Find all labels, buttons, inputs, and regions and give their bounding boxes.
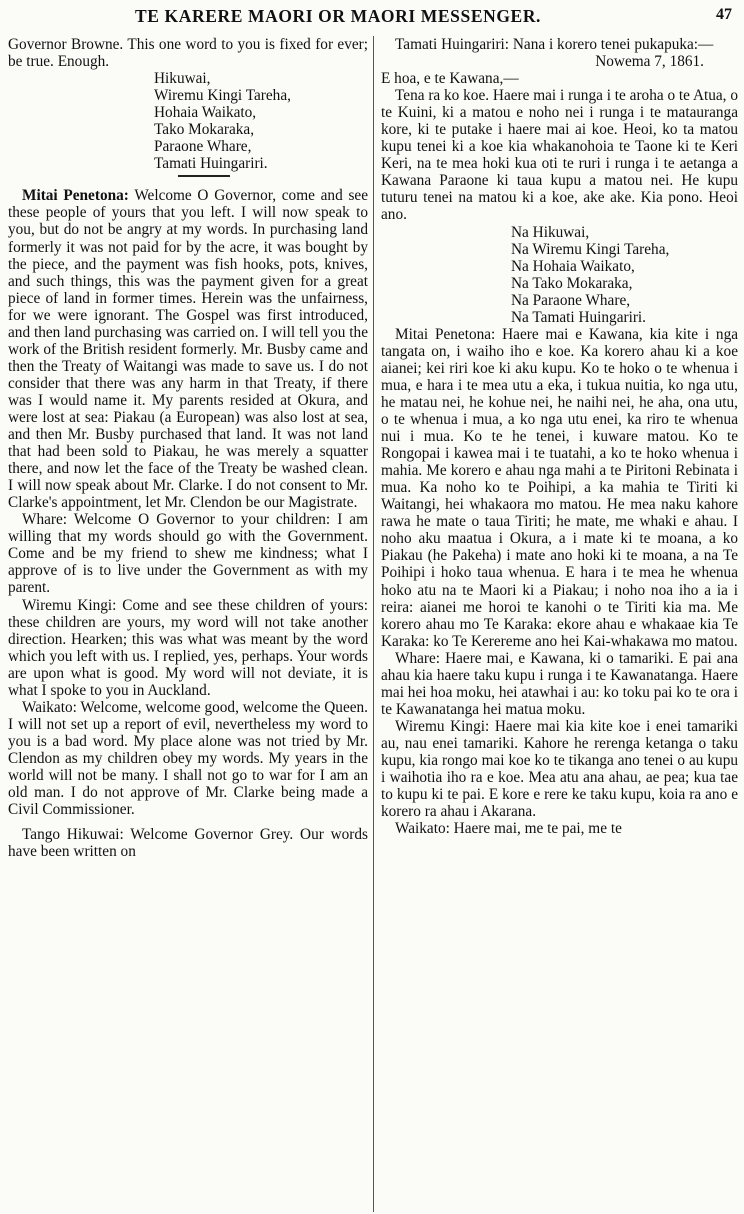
speaker-name: Tango Hikuwai: — [22, 826, 124, 844]
page-number: 47 — [716, 6, 732, 23]
letter-date: Nowema 7, 1861. — [595, 53, 704, 71]
speaker-name: Whare: — [22, 511, 68, 529]
signature-line: Na Hikuwai, — [511, 223, 590, 241]
speaker-name: Mitai Penetona: — [395, 325, 496, 343]
speaker-name: Waikato: — [22, 698, 77, 716]
letter-intro: Tamati Huingariri: Nana i korero tenei pukapuka:— — [395, 36, 714, 53]
speech-text: Welcome Governor Grey. Our words have been written on — [8, 826, 368, 861]
signature-line: Wiremu Kingi Tareha, — [154, 87, 291, 105]
signature-line: Na Tamati Huingariri. — [511, 308, 647, 326]
speech-paragraph — [381, 650, 738, 718]
maori-signatures — [381, 224, 738, 326]
column-divider — [373, 36, 374, 1212]
english-signatures — [8, 70, 368, 172]
newspaper-title: TE KARERE MAORI OR MAORI MESSENGER. — [135, 6, 542, 26]
speech-text: Come and see these children of yours: these children are yours, my word will not take another direction. Hearken; this was what was meant by the word which you left with us. I replied, yes, perhaps. Your words are upon what is good. My word will not deviate, it is what I spoke to you in Auckland. — [8, 596, 368, 699]
section-rule — [178, 175, 230, 177]
speech-text: Welcome O Governor, come and see these people of yours that you left. I will now speak to you, but do not be angry at my words. In purchasing land formerly it was not paid for by the acre, it was bought by the piece, and the payment was fish hooks, pots, knives, and such things, this was the payment given for a great piece of land in former times. Herein was the unfairness, for we were ignorant. The Gospel was first introduced, and then land purchasing was carried on. I will tell you the work of the British resident formerly. Mr. Busby came and then the Treaty of Waitangi was made to save us. I do not consider that there was any harm in that Treaty, if there was I would name it. My parents resided at Okura, and were lost at sea: Piakau (a European) was also lost at sea, and then Mr. Busby purchased that land. It was not land that had been sold to Piakau, he was merely a squatter there, and now let the face of the Treaty be washed clean. I will now speak about Mr. Clarke. I do not consent to Mr. Clarke's appointment, let Mr. Clendon be our Magistrate. — [8, 187, 368, 512]
speech-text: Welcome, welcome good, welcome the Queen. I will not set up a report of evil, nevertheless my word to you is a bad word. My place alone was not tried by Mr. Clendon as my children obey my words. My years in the world will not be many. I shall not go to war for I am an old man. I do not approve of Mr. Clarke being made a Civil Commissioner. — [8, 698, 368, 819]
speech-text: Haere mai, e Kawana, ki o tamariki. E pai ana ahau kia haere taku kupu i runga i te Kawanatanga. Haere mai hei hoa moku, hei atawhai i au: ko toku pai ko te ora i te Kawanatanga hei matua moku. — [381, 649, 738, 718]
speech-paragraph — [8, 826, 368, 860]
speaker-name: Wiremu Kingi: — [395, 717, 490, 735]
speaker-name: Wiremu Kingi: — [22, 596, 117, 614]
speaker-name: Mitai Penetona: — [22, 187, 129, 205]
maori-column — [381, 36, 738, 1210]
speech-text: Haere mai, me te pai, me te — [453, 820, 622, 838]
signature-line: Na Wiremu Kingi Tareha, — [511, 240, 670, 258]
speech-paragraph — [8, 699, 368, 818]
signature-line: Paraone Whare, — [154, 138, 252, 156]
speaker-name: Whare: — [395, 649, 441, 667]
speech-paragraph — [8, 597, 368, 699]
signature-line: Na Hohaia Waikato, — [511, 257, 635, 275]
page-header — [0, 6, 744, 28]
signature-line: Hohaia Waikato, — [154, 104, 257, 122]
signature-line: Tamati Huingariri. — [154, 155, 268, 173]
opening-line: Governor Browne. This one word to you is fixed for ever; be true. Enough. — [8, 36, 368, 71]
signature-line: Tako Mokaraka, — [154, 121, 255, 139]
letter-greeting: E hoa, e te Kawana,— — [381, 70, 519, 88]
speech-text: Haere mai kia kite koe i enei tamariki au, nau enei tamariki. Kahore he rerenga ketanga o taku kupu, kia rongo mai koe ko te tikanga ano tenei o au kupu i waihotia iho ra e koe. Mea atu ana ahau, ae pea; kua tae to kupu ki te pai. E kore e rere ke taku kupu, koia ra ano e korero ra ahau i Akarana. — [381, 717, 738, 821]
signature-line: Na Tako Mokaraka, — [511, 274, 633, 292]
speech-paragraph — [8, 511, 368, 596]
signature-line: Hikuwai, — [154, 70, 211, 88]
speech-paragraph — [8, 187, 368, 511]
speaker-name: Waikato: — [395, 820, 450, 838]
letter-body: Tena ra ko koe. Haere mai i runga i te aroha o te Atua, o te Kuini, ki a matou e noho nei i runga i te matauranga kore, ki te putake i haere mai ai koe. Heoi, ko ta matou kupu tenei ki a koe kia whakanohoia te Taone ki te Keri Keri, na te mea hoki kua oti te ruri i runga i te aetanga a Kawana Paraone ki taua kupu a matou nei. He kupu tuturu tenei na matou ki a koe, ake ake. Kia pono. Heoi ano. — [381, 87, 738, 224]
speech-text: Haere mai e Kawana, kia kite i nga tangata on, i waiho iho e koe. Ka korero ahau ki a koe aianei; kei riri koe ki aku kupu. Ko te hoko o te whenua i mua, e hara i te mea utu a eka, i tukua nuitia, ko nga utu, he matau nei, he kohue nei, he naihi nei, he aha, ona utu, o te whenua i mua, a ko nga utu enei, ka riro te whenua nui i mua. Ko te he tenei, i kuware matou. Ko te Rongopai i kawea mai i te tuatahi, a ko te hoko whenua i mahia. Me korero e ahau nga mahi a te Piritoni Rebinata i mua. Ka noho ko te Poihipi, a ka mahia te Tiriti ki Waitangi, hei whakaora mo matou. He mea naku kahore rawa he mate o taua Tiriti; he mate, me whaki e ahau. I noho aku maatua i Okura, a i mate ki te moana, a ko Piakau (he Pakeha) i mate ano hoki ki te moana, a na Te Poihipi i hoko taua whenua. E hara i te mea he whenua hoko atu na te Maori ki a Piakau; i noho noa iho a ia i reira: aianei me horoi te kanohi o te Tiriti kia ma. Me korero ahau mo Te Karaka: ekore ahau e whakaae kia Te Karaka: ko Te Kerereme ano hei Kai-whakawa mo matou. — [381, 325, 738, 650]
speech-paragraph — [381, 326, 738, 650]
speech-paragraph — [381, 718, 738, 820]
speech-paragraph — [381, 820, 738, 837]
english-column — [8, 36, 368, 1210]
signature-line: Na Paraone Whare, — [511, 291, 631, 309]
speech-text: Welcome O Governor to your children: I am willing that my words should go with the Government. Come and be my friend to shew me kindness; what I approve of is to live under the Government as with my parent. — [8, 511, 368, 597]
